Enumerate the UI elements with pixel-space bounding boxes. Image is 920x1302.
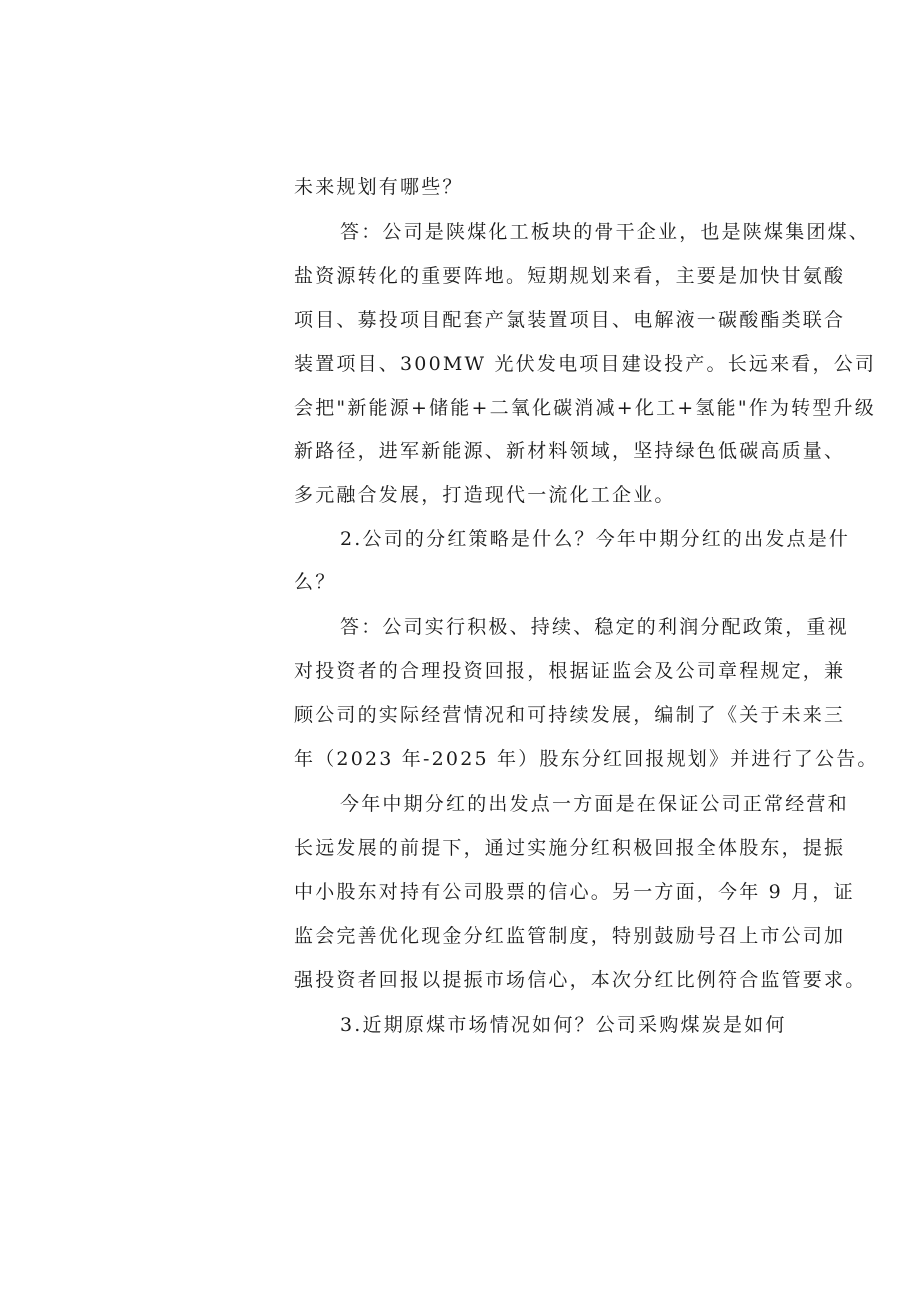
text-line: 会把"新能源+储能+二氧化碳消减+化工+氢能"作为转型升级 — [294, 397, 876, 419]
text-line: 盐资源转化的重要阵地。短期规划来看，主要是加快甘氨酸 — [294, 265, 846, 287]
text-line: 项目、募投项目配套产氯装置项目、电解液一碳酸酯类联合 — [294, 309, 846, 331]
text-line: 对投资者的合理投资回报，根据证监会及公司章程规定，兼 — [294, 660, 846, 682]
paragraph-line: 今年中期分红的出发点一方面是在保证公司正常经营和 — [340, 793, 849, 815]
answer-paragraph-line: 答：公司是陕煤化工板块的骨干企业，也是陕煤集团煤、 — [340, 221, 871, 243]
text-line: 强投资者回报以提振市场信心，本次分红比例符合监管要求。 — [294, 969, 867, 991]
text-line: 顾公司的实际经营情况和可持续发展，编制了《关于未来三 — [294, 704, 846, 726]
text-line: 未来规划有哪些？ — [294, 176, 464, 198]
text-line: 监会完善优化现金分红监管制度，特别鼓励号召上市公司加 — [294, 925, 846, 947]
text-line: 年（2023 年-2025 年）股东分红回报规划》并进行了公告。 — [294, 748, 879, 770]
text-line: 装置项目、300MW 光伏发电项目建设投产。长远来看，公司 — [294, 353, 877, 375]
text-line: 多元融合发展，打造现代一流化工企业。 — [294, 484, 676, 506]
question-heading-2: 2.公司的分红策略是什么？今年中期分红的出发点是什 — [340, 528, 851, 550]
text-line: 新路径，进军新能源、新材料领域，坚持绿色低碳高质量、 — [294, 440, 846, 462]
text-line: 长远发展的前提下，通过实施分红积极回报全体股东，提振 — [294, 837, 846, 859]
text-line: 中小股东对持有公司股票的信心。另一方面，今年 9 月，证 — [294, 881, 855, 903]
text-line: 么？ — [294, 571, 337, 593]
answer-paragraph-line: 答：公司实行积极、持续、稳定的利润分配政策，重视 — [340, 616, 849, 638]
question-heading-3: 3.近期原煤市场情况如何？公司采购煤炭是如何 — [340, 1014, 787, 1036]
